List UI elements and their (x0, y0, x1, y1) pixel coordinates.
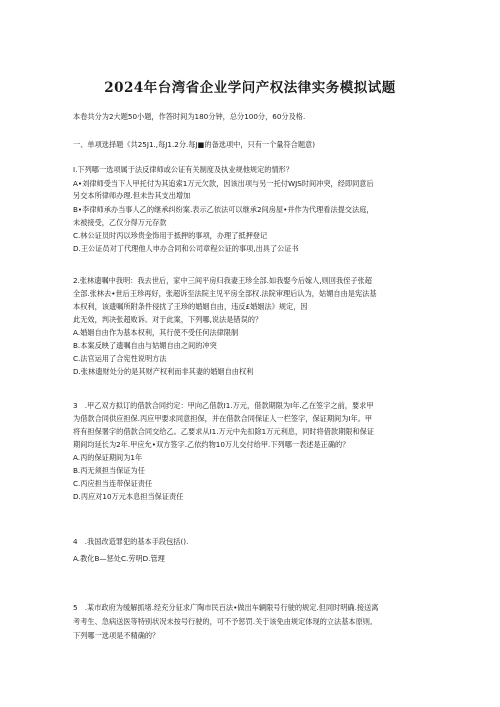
question-stem-line: 4 .我国改造罪犯的基本手段包括(). (73, 537, 189, 546)
question-stem-line: 本权利，该遗嘱所附条件侵扰了王珍的婚姻自由，违反£婚姻法》规定，因 (73, 302, 308, 311)
question-option: A•刘律师受当下人甲托付为其追索1万元欠款，因该出项与另一托付WJS时间冲突，经即同意后 (73, 179, 374, 188)
question-stem-line: 2.张林遗嘱中我明：我去世后，家中三间平房归我妻王珍全部.如我娶今后嫁人,则回我侄子张超 (73, 276, 372, 285)
question-option: A.婚姻自由作为基本权利，其行使不受任何法律限制 (73, 328, 239, 337)
question-option: A.丙的保证期间为1年 (73, 453, 143, 462)
question-option: C.林公证员时丙以珍贵金饰用于抵押的事项，办理了抵押登记 (73, 231, 268, 240)
question-stem-line: I.下列哪一选项属于法反律师或公证有关制度及执业规他规定的情形？ (73, 165, 294, 174)
question-stem-line: 考考生、急病送医等特别状况未按号行驶的，可不予惩罚.关于该免由规定体现的立法基本原则, (73, 617, 373, 626)
question-stem-line: 期间均延长为2年.甲应允•双方签字.乙依约物10万儿交付给甲.下列哪一表述是正确的？ (73, 440, 350, 449)
question-stem-line: 3 .甲乙双方拟订的借款合同约定：甲向乙借款I1.万元，借款期限为I年.乙在签字之前，要求甲 (73, 401, 374, 410)
question-stem-line: 全部.张林去•世后王珍再好，张超诉至法院主见平房全部权.法院审理后认为，姑媚自由是宪法基 (73, 289, 377, 298)
question-option: D.王公证员对丁代理他人申办合同和公司章程公证的事项,出具了公证书 (73, 244, 299, 253)
question-option: B.本案反映了遗嘱自由与姑媚自由之间的冲突 (73, 341, 217, 350)
question-option: C.丙应担当连带保证责任 (73, 479, 153, 488)
question-stem-line: 此无效，判决张超败诉。对于此案，下列哪,说法是错误的？ (73, 315, 263, 324)
intro-text: 本卷共分为2大题50小题，作答时间为180分钟，总分100分，60分及格. (73, 112, 306, 121)
question-option: C.法官运用了合宪性说明方法 (73, 354, 167, 363)
section-heading: 一、单项选择题《共25J1.,每J1.2分.每J■的备选项中，只有一个量符合题意) (73, 140, 316, 149)
question-stem-line: 为借款合同供应担保.丙应甲要求同意担保，并在借款合同保证人一栏签字，保证期间为I年。甲 (73, 414, 373, 423)
question-stem-line: 5 .某市政府为缓解抓堵.经充分征求广陶市民百法•做出车辆限号行驶的规定.但同时明确.接送离 (73, 603, 379, 612)
question-option: B•李律师承办当事人乙的继承纠纷案.表示乙依法可以继承2间房屋•并作为代理看法提交法庭， (73, 205, 374, 214)
question-stem-line: 下列哪一选项是不精确的？ (73, 631, 160, 640)
question-stem-line: 将有担保署字的借款合同交给乙。乙要求从I1.万元中先扣除1万元利息，同时将借款期限和保证 (73, 427, 375, 436)
question-option: D.丙应对10万元本息担当保证责任 (73, 492, 184, 501)
page-title: 2024年台湾省企业学问产权法律实务模拟试题 (104, 80, 396, 96)
question-option: B.丙无须担当保证为任 (73, 466, 145, 475)
question-option: D.张林遗财处分的是其财产权利而非其妻的婚姻自由权利 (73, 367, 254, 376)
question-option: 未被接受，乙仅分得万元存款 (73, 218, 167, 227)
question-option: A.教化B—惩处C.劳明D.管理 (73, 554, 165, 563)
question-option: 另交本所律师办理.但未告其支出增加 (73, 191, 191, 200)
